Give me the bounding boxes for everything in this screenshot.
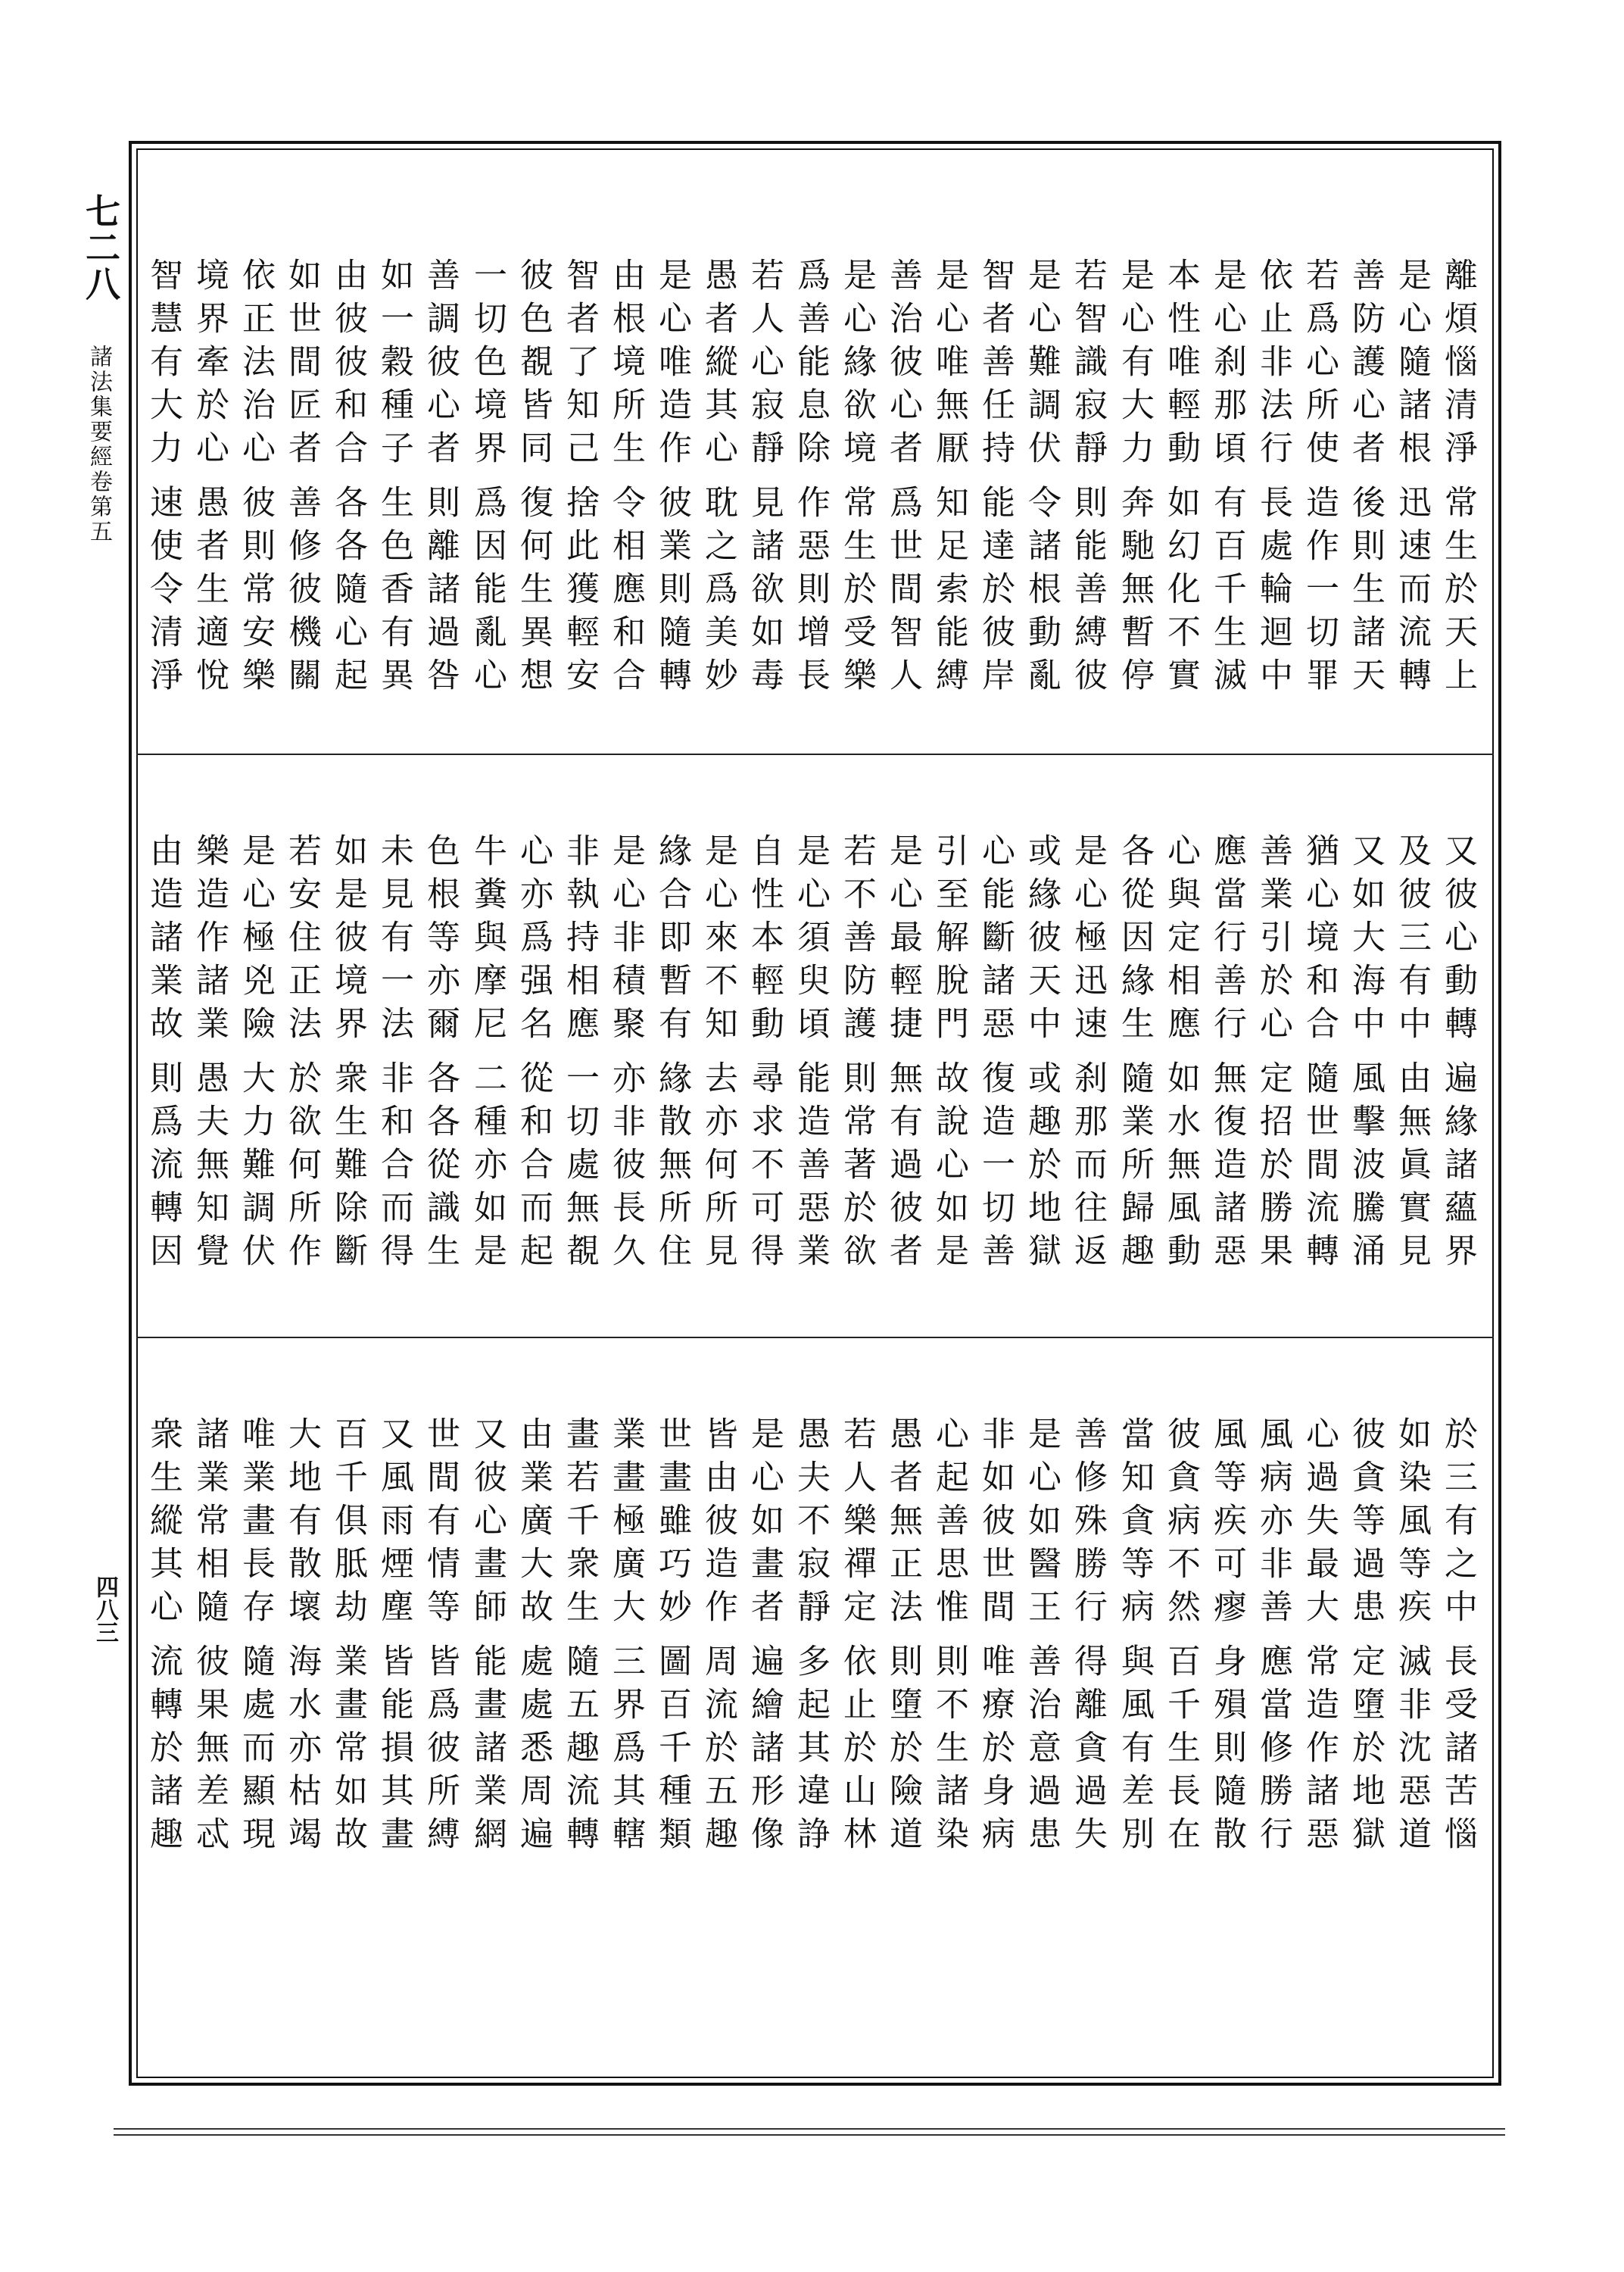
verse-column: 爲世間智人: [884, 485, 922, 701]
verse-column: 復造一切善: [976, 1060, 1015, 1276]
verse-column: 去亦何所見: [699, 1060, 737, 1276]
verse-column: 令相應和合: [606, 485, 645, 701]
verse-column: 心起善思惟: [930, 1416, 968, 1632]
verse-column: 本性唯輕動: [1161, 257, 1200, 473]
verse-column: 常造作諸惡: [1300, 1643, 1339, 1859]
verse-column: 身殞則隨散: [1208, 1643, 1246, 1859]
verse-column: 各各從識生: [421, 1060, 460, 1276]
verse-column: 於三有之中: [1439, 1416, 1477, 1632]
verse-column: 離煩惱清淨: [1439, 257, 1477, 473]
section-divider: [136, 1337, 1494, 1338]
verse-column: 定墮於地獄: [1346, 1643, 1385, 1859]
verse-column: 智慧有大力: [144, 257, 182, 473]
verse-column: 依正法治心: [236, 257, 275, 473]
verse-column: 則不生諸染: [930, 1643, 968, 1859]
verse-column: 遍緣諸蘊界: [1439, 1060, 1477, 1276]
verse-column: 滅非沈惡道: [1392, 1643, 1431, 1859]
verse-column: 世畫雖巧妙: [653, 1416, 691, 1632]
verse-column: 彼貪病不然: [1161, 1416, 1200, 1632]
verse-column: 若不善防護: [837, 833, 876, 1049]
verse-column: 迅速而流轉: [1392, 485, 1431, 701]
verse-column: 彼則常安樂: [236, 485, 275, 701]
verse-column: 愚者無正法: [884, 1416, 922, 1632]
verse-column: 境界牽於心: [190, 257, 229, 473]
verse-column: 善防護心者: [1346, 257, 1385, 473]
verse-column: 皆能損其畫: [375, 1643, 413, 1859]
verse-column: 衆生縱其心: [144, 1416, 182, 1632]
verse-column: 心能斷諸惡: [976, 833, 1015, 1049]
verse-column: 無復造諸惡: [1208, 1060, 1246, 1276]
verse-column: 又如大海中: [1346, 833, 1385, 1049]
verse-column: 愚者縱其心: [699, 257, 737, 473]
verse-column: 由業廣大故: [514, 1416, 553, 1632]
verse-column: 是心非積聚: [606, 833, 645, 1049]
verse-column: 善調彼心者: [421, 257, 460, 473]
bottom-rule: [114, 2134, 1505, 2136]
verse-column: 能達於彼岸: [976, 485, 1015, 701]
verse-column: 智者善任持: [976, 257, 1015, 473]
verse-column: 爲因能亂心: [468, 485, 507, 701]
verse-column: 風擊波騰涌: [1346, 1060, 1385, 1276]
verse-column: 善業引於心: [1254, 833, 1292, 1049]
verse-column: 是心刹那頃: [1208, 257, 1246, 473]
verse-column: 樂造作諸業: [190, 833, 229, 1049]
verse-column: 於欲何所作: [282, 1060, 321, 1276]
verse-column: 如幻化不實: [1161, 485, 1200, 701]
verse-column: 三界爲其轄: [606, 1643, 645, 1859]
verse-column: 能造善惡業: [791, 1060, 830, 1276]
verse-column: 唯業畫長存: [236, 1416, 275, 1632]
verse-column: 彼果無差忒: [190, 1643, 229, 1859]
verse-column: 如水無風動: [1161, 1060, 1200, 1276]
verse-column: 善修殊勝行: [1068, 1416, 1107, 1632]
verse-column: 海水亦枯竭: [282, 1643, 321, 1859]
verse-column: 或緣彼天中: [1022, 833, 1061, 1049]
verse-column: 智者了知己: [560, 257, 599, 473]
verse-column: 是心有大力: [1115, 257, 1154, 473]
verse-column: 是心唯無厭: [930, 257, 968, 473]
verse-column: 流轉於諸趣: [144, 1643, 182, 1859]
verse-column: 能畫諸業網: [468, 1643, 507, 1859]
verse-column: 見諸欲如毒: [745, 485, 784, 701]
verse-column: 愚夫無知覺: [190, 1060, 229, 1276]
verse-column: 皆爲彼所縛: [421, 1643, 460, 1859]
verse-column: 世間有情等: [421, 1416, 460, 1632]
verse-column: 是心來不知: [699, 833, 737, 1049]
verse-column: 又風雨煙塵: [375, 1416, 413, 1632]
verse-column: 是心唯造作: [653, 257, 691, 473]
verse-column: 則離諸過咎: [421, 485, 460, 701]
verse-column: 大地有散壞: [282, 1416, 321, 1632]
verse-column: 得離貪過失: [1068, 1643, 1107, 1859]
verse-column: 業畫極廣大: [606, 1416, 645, 1632]
verse-column: 爲善能息除: [791, 257, 830, 473]
leaf-number: 七二八: [80, 193, 121, 302]
verse-column: 則爲流轉因: [144, 1060, 182, 1276]
verse-column: 自性本輕動: [745, 833, 784, 1049]
verse-column: 依止非法行: [1254, 257, 1292, 473]
verse-column: 緣合即暫有: [653, 833, 691, 1049]
verse-column: 是心如畫者: [745, 1416, 784, 1632]
verse-column: 生色香有異: [375, 485, 413, 701]
verse-column: 長受諸苦惱: [1439, 1643, 1477, 1859]
verse-column: 若智識寂靜: [1068, 257, 1107, 473]
verse-column: 大力難調伏: [236, 1060, 275, 1276]
verse-column: 善治意過患: [1022, 1643, 1061, 1859]
verse-column: 則墮於險道: [884, 1643, 922, 1859]
verse-column: 彼色覩皆同: [514, 257, 553, 473]
section-divider: [136, 754, 1494, 755]
verse-column: 若人樂禪定: [837, 1416, 876, 1632]
verse-column: 如染風等疾: [1392, 1416, 1431, 1632]
verse-column: 亦非彼長久: [606, 1060, 645, 1276]
verse-column: 隨世間流轉: [1300, 1060, 1339, 1276]
verse-column: 有百千生滅: [1208, 485, 1246, 701]
verse-column: 又彼心動轉: [1439, 833, 1477, 1049]
verse-column: 非如彼世間: [976, 1416, 1015, 1632]
verse-column: 是心難調伏: [1022, 257, 1061, 473]
verse-column: 捨此獲輕安: [560, 485, 599, 701]
verse-column: 隨處而顯現: [236, 1643, 275, 1859]
verse-column: 周流於五趣: [699, 1643, 737, 1859]
verse-column: 愚夫不寂靜: [791, 1416, 830, 1632]
verse-column: 由根境所生: [606, 257, 645, 473]
verse-column: 心亦爲强名: [514, 833, 553, 1049]
verse-column: 隨業所歸趣: [1115, 1060, 1154, 1276]
verse-column: 彼業則隨轉: [653, 485, 691, 701]
verse-column: 善修彼機關: [282, 485, 321, 701]
verse-column: 耽之爲美妙: [699, 485, 737, 701]
verse-column: 愚者生適悅: [190, 485, 229, 701]
verse-column: 未見有一法: [375, 833, 413, 1049]
verse-column: 又彼心畫師: [468, 1416, 507, 1632]
verse-column: 心過失最大: [1300, 1416, 1339, 1632]
verse-column: 是心極迅速: [1068, 833, 1107, 1049]
verse-column: 由無眞實見: [1392, 1060, 1431, 1276]
verse-column: 猶心境和合: [1300, 833, 1339, 1049]
verse-column: 若爲心所使: [1300, 257, 1339, 473]
verse-column: 緣散無所住: [653, 1060, 691, 1276]
verse-column: 常生於天上: [1439, 485, 1477, 701]
verse-column: 應當行善行: [1208, 833, 1246, 1049]
page-number: 四八三: [92, 1575, 118, 1643]
verse-column: 由造諸業故: [144, 833, 182, 1049]
verse-column: 皆由彼造作: [699, 1416, 737, 1632]
verse-column: 如一穀種子: [375, 257, 413, 473]
verse-column: 由彼彼和合: [329, 257, 367, 473]
verse-column: 二種亦如是: [468, 1060, 507, 1276]
verse-column: 善治彼心者: [884, 257, 922, 473]
verse-column: 彼貪等過患: [1346, 1416, 1385, 1632]
verse-column: 故說心如是: [930, 1060, 968, 1276]
verse-column: 從和合而起: [514, 1060, 553, 1276]
verse-column: 定招於勝果: [1254, 1060, 1292, 1276]
verse-column: 若人心寂靜: [745, 257, 784, 473]
verse-column: 各從因緣生: [1115, 833, 1154, 1049]
verse-column: 奔馳無暫停: [1115, 485, 1154, 701]
verse-column: 知足索能縛: [930, 485, 968, 701]
verse-column: 百千生長在: [1161, 1643, 1200, 1859]
verse-column: 遍繪諸形像: [745, 1643, 784, 1859]
verse-column: 色根等亦爾: [421, 833, 460, 1049]
verse-column: 作惡則增長: [791, 485, 830, 701]
verse-column: 畫若千衆生: [560, 1416, 599, 1632]
verse-column: 當知貪等病: [1115, 1416, 1154, 1632]
book-title: 諸法集要經卷第五: [86, 345, 112, 545]
verse-column: 與風有差別: [1115, 1643, 1154, 1859]
verse-column: 後則生諸天: [1346, 485, 1385, 701]
verse-column: 令諸根動亂: [1022, 485, 1061, 701]
verse-column: 牛糞與摩尼: [468, 833, 507, 1049]
verse-column: 風等疾可瘳: [1208, 1416, 1246, 1632]
verse-column: 應當修勝行: [1254, 1643, 1292, 1859]
verse-column: 如世間匠者: [282, 257, 321, 473]
verse-column: 隨五趣流轉: [560, 1643, 599, 1859]
verse-column: 是心如醫王: [1022, 1416, 1061, 1632]
verse-column: 造作一切罪: [1300, 485, 1339, 701]
verse-column: 無有過彼者: [884, 1060, 922, 1276]
verse-column: 一切色境界: [468, 257, 507, 473]
verse-column: 圖百千種類: [653, 1643, 691, 1859]
verse-column: 常生於受樂: [837, 485, 876, 701]
verse-column: 依止於山林: [837, 1643, 876, 1859]
verse-column: 尋求不可得: [745, 1060, 784, 1276]
verse-column: 處處悉周遍: [514, 1643, 553, 1859]
verse-column: 業畫常如故: [329, 1643, 367, 1859]
verse-column: 一切處無覩: [560, 1060, 599, 1276]
verse-column: 諸業常相隨: [190, 1416, 229, 1632]
verse-column: 風病亦非善: [1254, 1416, 1292, 1632]
verse-column: 非執持相應: [560, 833, 599, 1049]
verse-column: 心與定相應: [1161, 833, 1200, 1049]
verse-column: 復何生異想: [514, 485, 553, 701]
bottom-rule: [114, 2128, 1505, 2130]
verse-column: 是心最輕捷: [884, 833, 922, 1049]
verse-column: 是心須臾頃: [791, 833, 830, 1049]
verse-column: 多起其違諍: [791, 1643, 830, 1859]
verse-column: 引至解脫門: [930, 833, 968, 1049]
verse-column: 則常著於欲: [837, 1060, 876, 1276]
verse-column: 各各隨心起: [329, 485, 367, 701]
verse-column: 若安住正法: [282, 833, 321, 1049]
verse-column: 則能善縛彼: [1068, 485, 1107, 701]
verse-column: 刹那而往返: [1068, 1060, 1107, 1276]
verse-column: 如是彼境界: [329, 833, 367, 1049]
verse-column: 是心極兇險: [236, 833, 275, 1049]
verse-column: 百千俱胝劫: [329, 1416, 367, 1632]
verse-column: 非和合而得: [375, 1060, 413, 1276]
verse-column: 或趣於地獄: [1022, 1060, 1061, 1276]
verse-column: 是心緣欲境: [837, 257, 876, 473]
verse-column: 速使令清淨: [144, 485, 182, 701]
verse-column: 長處輪迴中: [1254, 485, 1292, 701]
verse-column: 衆生難除斷: [329, 1060, 367, 1276]
verse-column: 及彼三有中: [1392, 833, 1431, 1049]
verse-column: 唯療於身病: [976, 1643, 1015, 1859]
verse-column: 是心隨諸根: [1392, 257, 1431, 473]
